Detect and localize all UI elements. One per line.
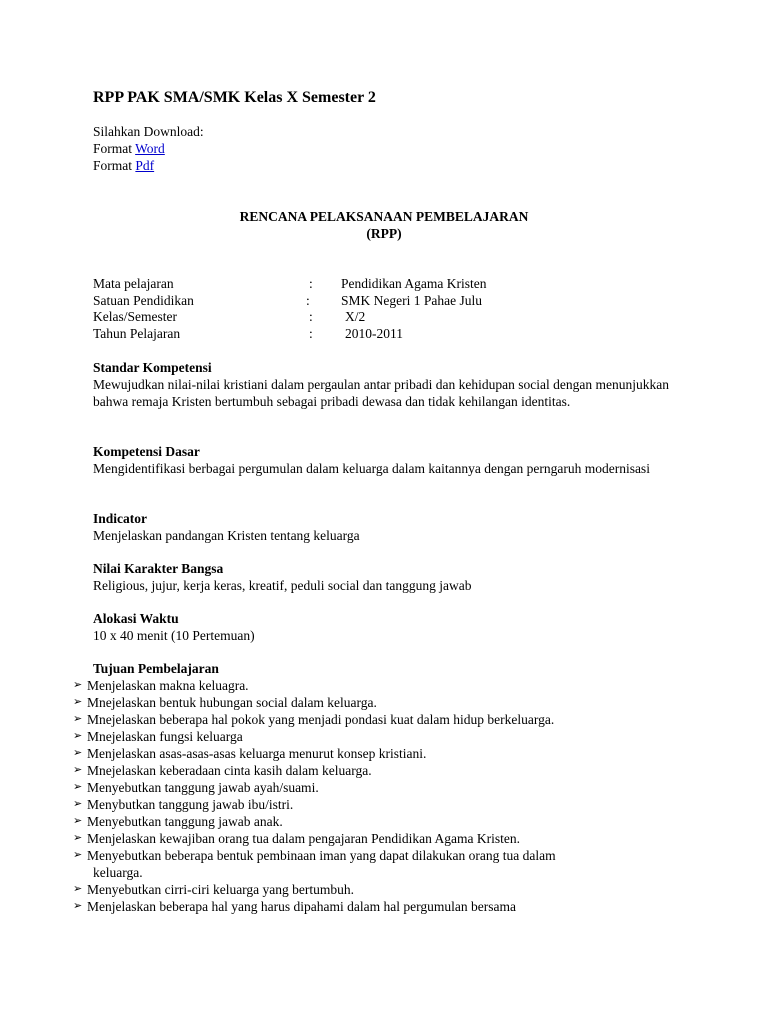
info-colon: : — [309, 276, 313, 291]
nilai-karakter-text: Religious, jujur, kerja keras, kreatif, peduli social dan tanggung jawab — [93, 578, 472, 593]
objective-text: Menjelaskan kewajiban orang tua dalam pengajaran Pendidikan Agama Kristen. — [87, 831, 520, 846]
objective-text-continuation: keluarga. — [93, 865, 143, 880]
word-format-line — [93, 140, 165, 157]
objectives-list — [73, 677, 693, 915]
info-value: X/2 — [345, 309, 366, 324]
indicator-text: Menjelaskan pandangan Kristen tentang keluarga — [93, 528, 360, 543]
objective-item — [73, 711, 693, 728]
objective-text: Menjelaskan beberapa hal yang harus dipahami dalam hal pergumulan bersama — [87, 899, 516, 914]
info-row — [93, 325, 653, 342]
objective-text: Mnejelaskan bentuk hubungan social dalam keluarga. — [87, 695, 377, 710]
word-format-prefix: Format — [93, 141, 136, 156]
info-label: Tahun Pelajaran — [93, 326, 181, 341]
info-row — [93, 275, 653, 292]
info-value: 2010-2011 — [345, 326, 403, 341]
alokasi-waktu-text: 10 x 40 menit (10 Pertemuan) — [93, 628, 255, 643]
arrowhead-bullet-icon: ➢ — [73, 849, 83, 861]
info-row — [93, 308, 653, 325]
arrowhead-bullet-icon: ➢ — [73, 883, 83, 895]
arrowhead-bullet-icon: ➢ — [73, 832, 83, 844]
download-prompt: Silahkan Download: — [93, 124, 204, 139]
word-download-link[interactable]: Word — [135, 141, 165, 156]
objective-text: Menjelaskan asas-asas-asas keluarga menurut konsep kristiani. — [87, 746, 427, 761]
kompetensi-dasar-text: Mengidentifikasi berbagai pergumulan dalam keluarga dalam kaitannya dengan perngaruh modernisasi — [93, 461, 650, 476]
arrowhead-bullet-icon: ➢ — [73, 730, 83, 742]
objective-text: Mnejelaskan keberadaan cinta kasih dalam keluarga. — [87, 763, 372, 778]
objective-text: Menyebutkan tanggung jawab anak. — [87, 814, 283, 829]
arrowhead-bullet-icon: ➢ — [73, 679, 83, 691]
objective-item — [73, 762, 693, 779]
objective-text: Menybutkan tanggung jawab ibu/istri. — [87, 797, 294, 812]
objective-item — [73, 796, 693, 813]
objective-item — [73, 898, 693, 915]
arrowhead-bullet-icon: ➢ — [73, 747, 83, 759]
objective-item — [73, 728, 693, 745]
arrowhead-bullet-icon: ➢ — [73, 798, 83, 810]
arrowhead-bullet-icon: ➢ — [73, 713, 83, 725]
kompetensi-dasar-heading: Kompetensi Dasar — [93, 444, 200, 459]
standar-kompetensi-text: Mewujudkan nilai-nilai kristiani dalam pergaulan antar pribadi dan kehidupan social dengan menunjukkan bahwa remaja Kristen bertumbuh sebagai pribadi dewasa dan tidak kehilangan identitas. — [93, 377, 669, 409]
info-row — [93, 292, 653, 309]
arrowhead-bullet-icon: ➢ — [73, 900, 83, 912]
objective-text: Mnejelaskan beberapa hal pokok yang menjadi pondasi kuat dalam hidup berkeluarga. — [87, 712, 555, 727]
alokasi-waktu-heading: Alokasi Waktu — [93, 611, 179, 626]
objective-text: Menjelaskan makna keluagra. — [87, 678, 249, 693]
pdf-download-link[interactable]: Pdf — [135, 158, 155, 173]
objective-item — [73, 779, 693, 796]
objective-item — [73, 677, 693, 694]
arrowhead-bullet-icon: ➢ — [73, 815, 83, 827]
info-label: Mata pelajaran — [93, 276, 174, 291]
info-colon: : — [306, 293, 310, 308]
objective-item — [73, 830, 693, 847]
tujuan-pembelajaran-heading: Tujuan Pembelajaran — [93, 661, 219, 676]
objective-text: Mnejelaskan fungsi keluarga — [87, 729, 243, 744]
objective-item — [73, 745, 693, 762]
objective-item — [73, 694, 693, 711]
pdf-format-line — [93, 157, 154, 174]
indicator-heading: Indicator — [93, 511, 147, 526]
info-value: Pendidikan Agama Kristen — [341, 276, 487, 291]
info-colon: : — [309, 309, 313, 324]
nilai-karakter-heading: Nilai Karakter Bangsa — [93, 561, 224, 576]
arrowhead-bullet-icon: ➢ — [73, 696, 83, 708]
objective-text: Menyebutkan tanggung jawab ayah/suami. — [87, 780, 319, 795]
pdf-format-prefix: Format — [93, 158, 136, 173]
standar-kompetensi-heading: Standar Kompetensi — [93, 360, 212, 375]
info-colon: : — [309, 326, 313, 341]
objective-item — [73, 881, 693, 898]
document-title: RPP PAK SMA/SMK Kelas X Semester 2 — [93, 89, 376, 106]
arrowhead-bullet-icon: ➢ — [73, 781, 83, 793]
rpp-subheading: (RPP) — [366, 226, 402, 241]
objective-item — [73, 847, 693, 881]
arrowhead-bullet-icon: ➢ — [73, 764, 83, 776]
objective-text: Menyebutkan cirri-ciri keluarga yang bertumbuh. — [87, 882, 355, 897]
rpp-heading: RENCANA PELAKSANAAN PEMBELAJARAN — [239, 209, 529, 224]
objective-item — [73, 813, 693, 830]
info-label: Kelas/Semester — [93, 309, 177, 324]
objective-text: Menyebutkan beberapa bentuk pembinaan iman yang dapat dilakukan orang tua dalam — [87, 848, 556, 863]
info-label: Satuan Pendidikan — [93, 293, 194, 308]
info-value: SMK Negeri 1 Pahae Julu — [341, 293, 482, 308]
